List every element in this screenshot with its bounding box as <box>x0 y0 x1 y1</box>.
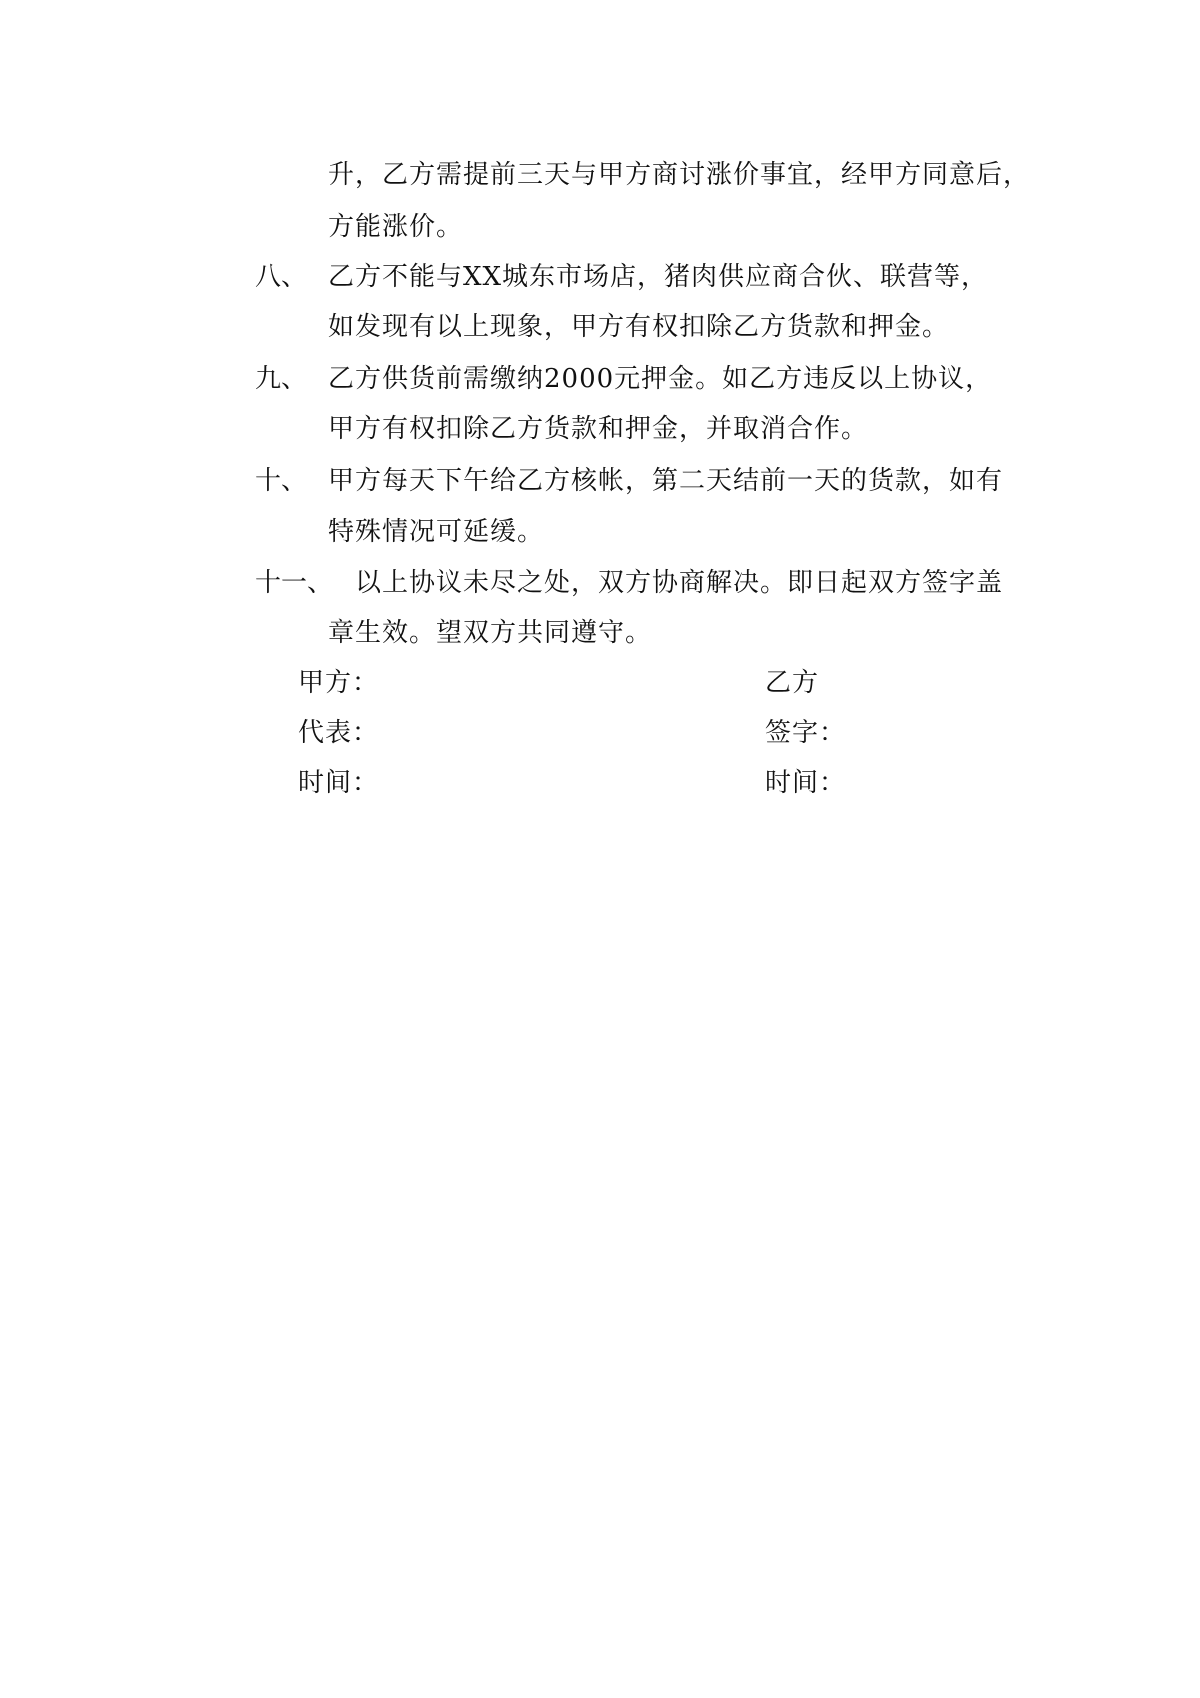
clause-10-line-1: 甲方每天下午给乙方核帐，第二天结前一天的货款，如有 <box>328 466 1004 496</box>
clause-9-line-1: 乙方供货前需缴纳2000元押金。如乙方违反以上协议， <box>328 364 993 394</box>
clause-continuation-line-1: 升，乙方需提前三天与甲方商讨涨价事宜，经甲方同意后， <box>328 160 1031 190</box>
party-b-label: 乙方 <box>765 668 820 698</box>
clause-11-line-2: 章生效。望双方共同遵守。 <box>328 618 653 648</box>
party-b-time-label: 时间： <box>765 768 847 798</box>
clause-9-line-2: 甲方有权扣除乙方货款和押金，并取消合作。 <box>328 414 869 444</box>
clause-number-8: 八、 <box>255 262 308 292</box>
clause-8-line-2: 如发现有以上现象，甲方有权扣除乙方货款和押金。 <box>328 312 950 342</box>
party-b-signature-label: 签字： <box>765 718 847 748</box>
clause-8-line-1: 乙方不能与XX城东市场店，猪肉供应商合伙、联营等， <box>328 262 989 292</box>
clause-number-11: 十一、 <box>255 568 334 598</box>
clause-number-9: 九、 <box>255 364 308 394</box>
clause-continuation-line-2: 方能涨价。 <box>328 212 464 242</box>
party-a-label: 甲方： <box>298 668 380 698</box>
clause-11-line-1: 以上协议未尽之处，双方协商解决。即日起双方签字盖 <box>355 568 1004 598</box>
party-a-time-label: 时间： <box>298 768 380 798</box>
party-a-representative-label: 代表： <box>298 718 380 748</box>
clause-number-10: 十、 <box>255 466 308 496</box>
clause-10-line-2: 特殊情况可延缓。 <box>328 517 545 547</box>
